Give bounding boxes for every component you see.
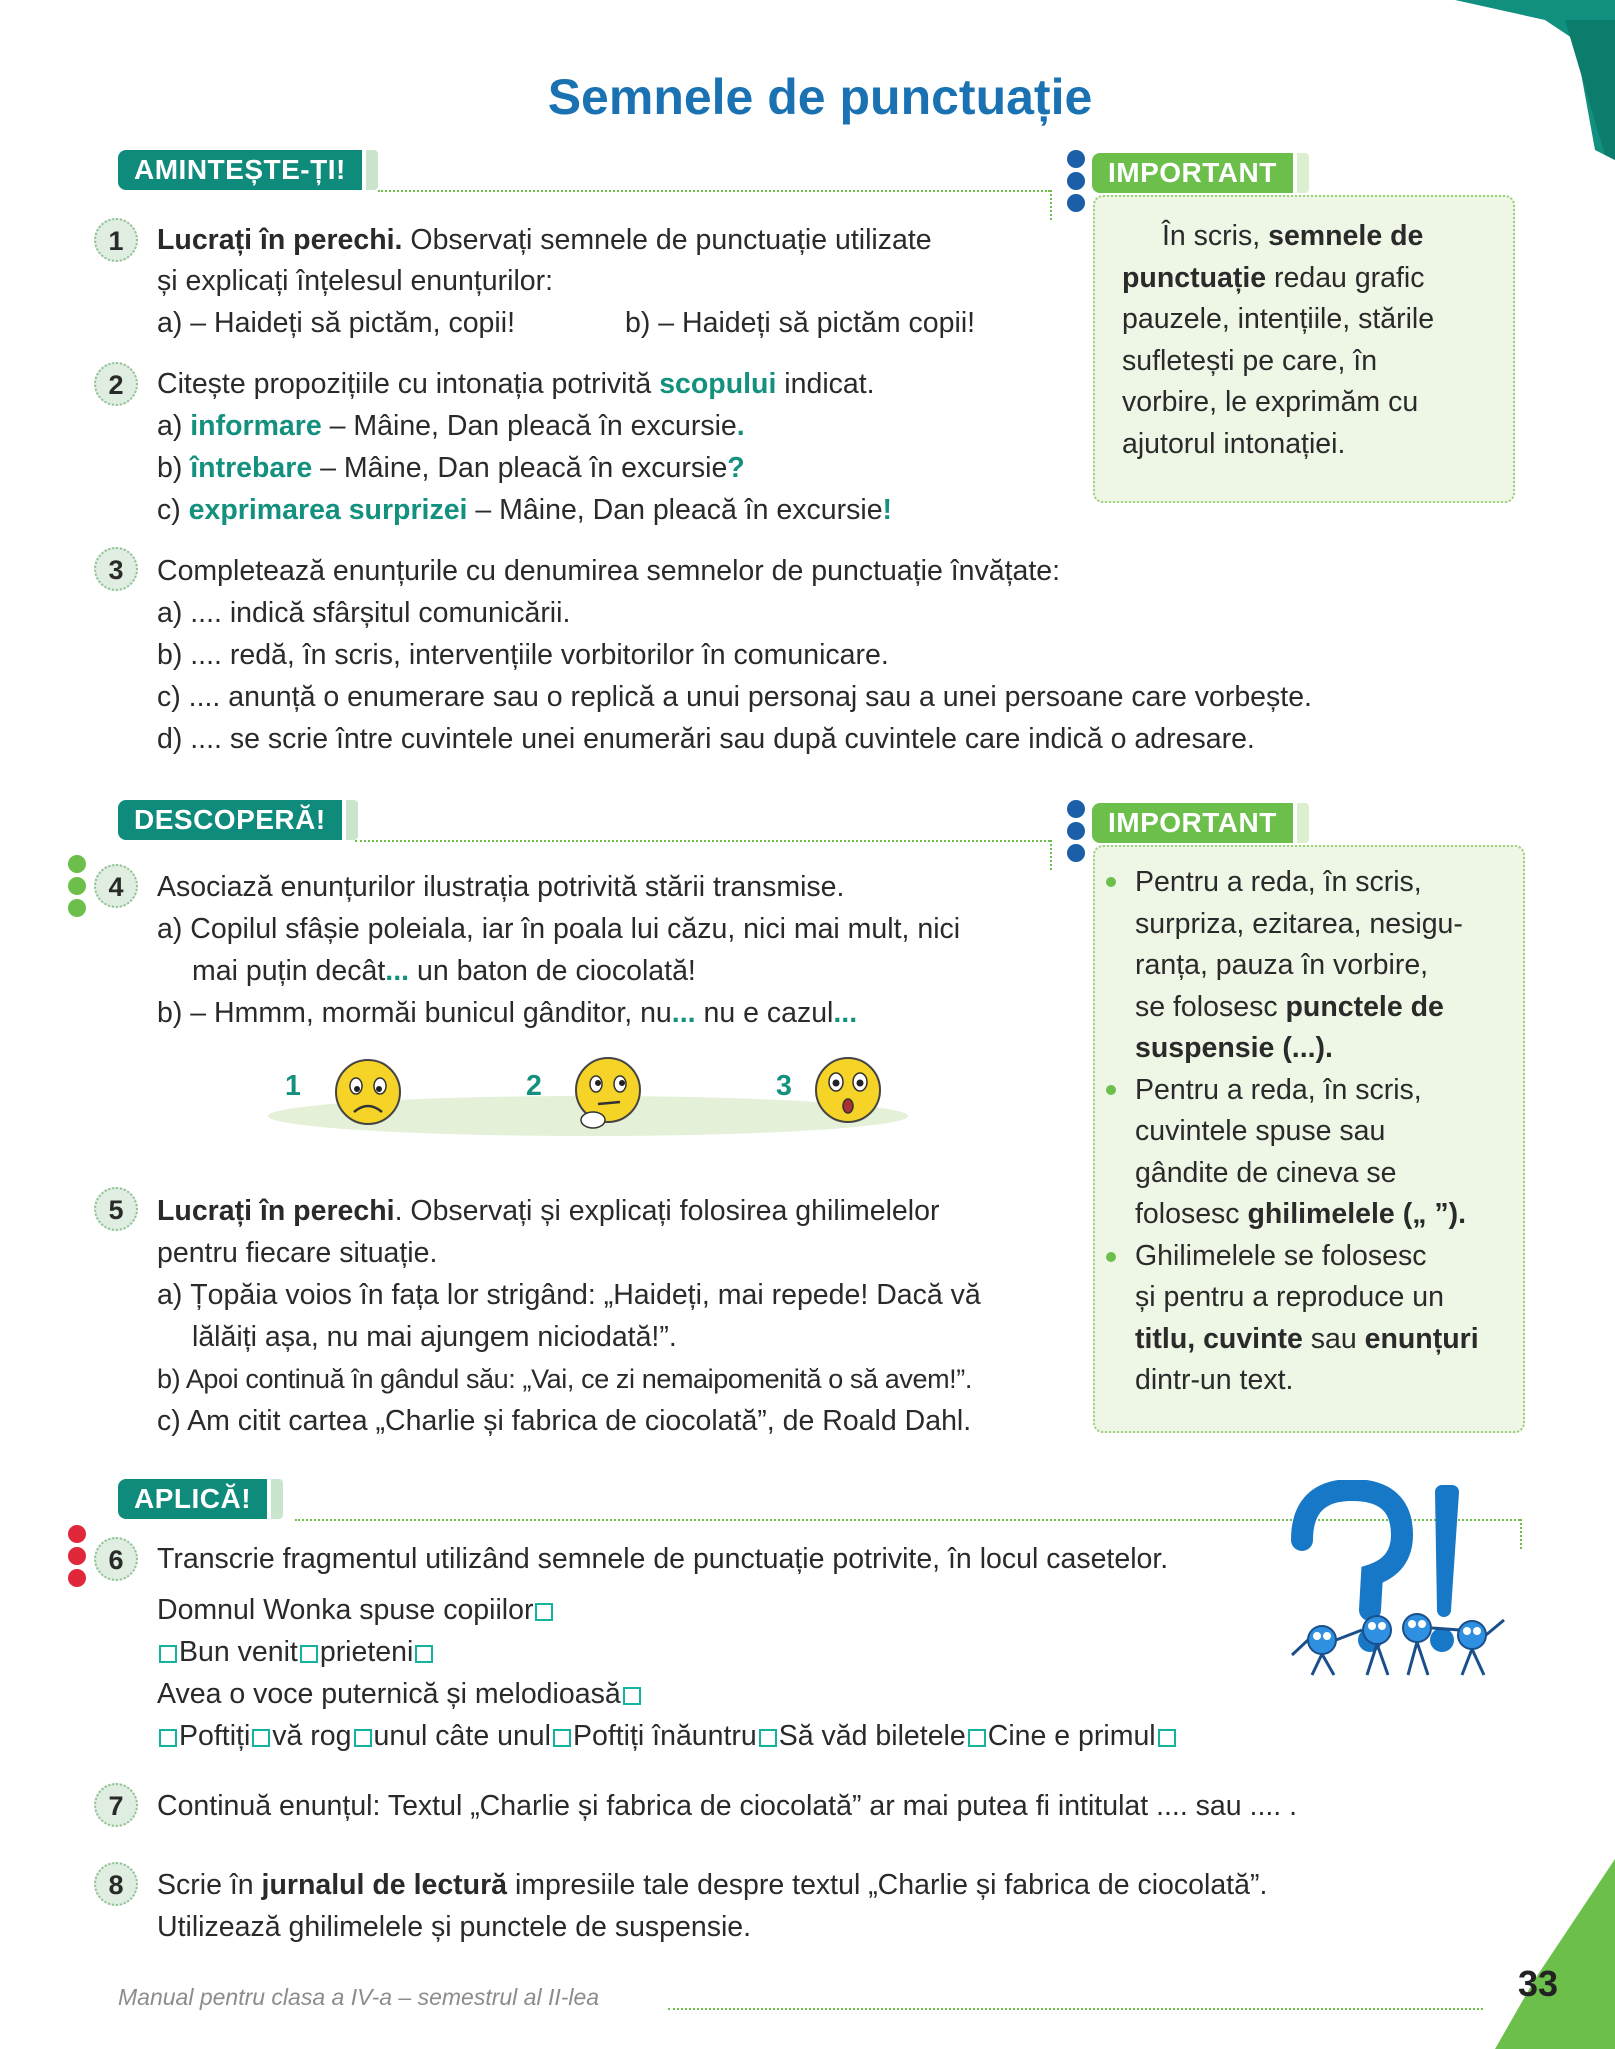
ex3-option-a: a) .... indică sfârșitul comunicării. — [157, 597, 571, 629]
face-label-1: 1 — [285, 1070, 301, 1102]
surprised-face-icon — [816, 1058, 880, 1122]
blue-dots-marker — [1067, 150, 1085, 216]
exercise-number-6: 6 — [94, 1537, 138, 1581]
important-tag-2: IMPORTANT — [1092, 803, 1293, 843]
ex2-option-b: b) întrebare – Mâine, Dan pleacă în excursie? — [157, 452, 745, 484]
page-number: 33 — [1518, 1963, 1559, 2004]
ex5-option-c: c) Am citit cartea „Charlie și fabrica de ciocolată”, de Roald Dahl. — [157, 1405, 972, 1437]
section-divider — [355, 840, 1050, 842]
answer-box[interactable] — [354, 1729, 372, 1747]
ex1-line-1: Lucrați în perechi. Observați semnele de punctuație utilizate — [157, 224, 932, 256]
answer-box[interactable] — [1158, 1729, 1176, 1747]
emotion-faces-illustration — [258, 1050, 908, 1150]
ex8-line-1: Scrie în jurnalul de lectură impresiile tale despre textul „Charlie și fabrica de ciocolată”. — [157, 1869, 1268, 1901]
answer-box[interactable] — [623, 1687, 641, 1705]
bullet — [1106, 1085, 1116, 1095]
answer-box[interactable] — [535, 1603, 553, 1621]
answer-box[interactable] — [759, 1729, 777, 1747]
face-label-3: 3 — [776, 1070, 792, 1102]
answer-box[interactable] — [553, 1729, 571, 1747]
sad-face-icon — [336, 1060, 400, 1124]
answer-box[interactable] — [159, 1645, 177, 1663]
punctuation-mascots-illustration — [1282, 1480, 1522, 1690]
footer-divider — [668, 2008, 1483, 2010]
ex4-line-1: Asociază enunțurilor ilustrația potrivită stării transmise. — [157, 871, 845, 903]
bullet — [1106, 1252, 1116, 1262]
answer-box[interactable] — [415, 1645, 433, 1663]
ex4-option-a-2: mai puțin decât... un baton de ciocolată! — [192, 955, 696, 987]
section-divider-vertical — [1050, 840, 1052, 870]
exercise-number-7: 7 — [94, 1783, 138, 1827]
section-tag-aplica: APLICĂ! — [118, 1479, 267, 1519]
important-text-2: Pentru a reda, în scris, surpriza, ezitarea, nesigu- ranța, pauza în vorbire, se folosesc punctele de suspensie (...). Pentru a reda, în scris, cuvintele spuse sau gândite de cineva se folosesc ghilimelele („ ”). Ghilimelele se folosesc și pentru a reproduce un titlu, cuvinte sau enunțuri dintr-un text. — [1135, 866, 1479, 1396]
ex5-line-2: pentru fiecare situație. — [157, 1237, 438, 1269]
ex8-line-2: Utilizează ghilimelele și punctele de suspensie. — [157, 1911, 752, 1943]
ex1-line-2: și explicați înțelesul enunțurilor: — [157, 265, 554, 297]
corner-decoration-bottom — [1495, 1859, 1615, 2049]
section-tag-aminteste: AMINTEȘTE-ȚI! — [118, 150, 362, 190]
ex1-option-a: a) – Haideți să pictăm, copii! — [157, 307, 515, 339]
ex3-option-c: c) .... anunță o enumerare sau o replică a unui personaj sau a unei persoane care vorbește. — [157, 681, 1312, 713]
answer-box[interactable] — [252, 1729, 270, 1747]
green-dots-marker — [68, 855, 86, 921]
exercise-number-2: 2 — [94, 362, 138, 406]
face-label-2: 2 — [526, 1070, 542, 1102]
ex5-option-b: b) Apoi continuă în gândul său: „Vai, ce zi nemaipomenită o să avem!”. — [157, 1364, 972, 1394]
important-tag-1: IMPORTANT — [1092, 153, 1293, 193]
ex6-line-2: Domnul Wonka spuse copiilor — [157, 1590, 555, 1630]
blue-dots-marker — [1067, 800, 1085, 866]
answer-box[interactable] — [300, 1645, 318, 1663]
footer-text: Manual pentru clasa a IV-a – semestrul al II-lea — [118, 1984, 600, 2010]
page-title: Semnele de punctuație — [547, 69, 1093, 125]
exercise-number-8: 8 — [94, 1862, 138, 1906]
ex3-option-b: b) .... redă, în scris, intervențiile vorbitorilor în comunicare. — [157, 639, 889, 671]
ex2-option-a: a) informare – Mâine, Dan pleacă în excursie. — [157, 410, 745, 442]
ex5-option-a-1: a) Țopăia voios în fața lor strigând: „Haideți, mai repede! Dacă vă — [157, 1279, 981, 1311]
exercise-number-3: 3 — [94, 547, 138, 591]
ex4-option-b: b) – Hmmm, mormăi bunicul gânditor, nu... nu e cazul... — [157, 997, 858, 1029]
section-tag-descopera: DESCOPERĂ! — [118, 800, 342, 840]
ex4-option-a-1: a) Copilul sfâșie poleiala, iar în poala lui căzu, nici mai mult, nici — [157, 913, 961, 945]
important-text-1: În scris, semnele de punctuație redau grafic pauzele, intențiile, stările sufletești pe care, în vorbire, le exprimăm cu ajutorul intonației. — [1122, 220, 1435, 460]
ex5-option-a-2: lălăiți așa, nu mai ajungem niciodată!”. — [192, 1321, 677, 1353]
ex3-option-d: d) .... se scrie între cuvintele unei enumerări sau după cuvintele care indică o adresare. — [157, 723, 1255, 755]
ex7-line-1: Continuă enunțul: Textul „Charlie și fabrica de ciocolată” ar mai putea fi intitulat .... sau .... . — [157, 1790, 1298, 1822]
exercise-number-5: 5 — [94, 1187, 138, 1231]
ex6-line-1: Transcrie fragmentul utilizând semnele de punctuație potrivite, în locul casetelor. — [157, 1543, 1169, 1575]
ex2-option-c: c) exprimarea surprizei – Mâine, Dan pleacă în excursie! — [157, 494, 893, 526]
ex6-line-4: Avea o voce puternică și melodioasă — [157, 1674, 643, 1714]
answer-box[interactable] — [159, 1729, 177, 1747]
section-divider-vertical — [1050, 190, 1052, 220]
section-divider — [378, 190, 1050, 192]
exercise-number-4: 4 — [94, 864, 138, 908]
ex6-line-3: Bun venit prieteni — [157, 1632, 435, 1672]
bullet — [1106, 877, 1116, 887]
ex6-line-5: Poftiți vă rog unul câte unul Poftiți înăuntru Să văd biletele Cine e primul — [157, 1716, 1178, 1756]
red-dots-marker — [68, 1525, 86, 1591]
exercise-number-1: 1 — [94, 218, 138, 262]
ex1-option-b: b) – Haideți să pictăm copii! — [625, 307, 976, 339]
ex3-line-1: Completează enunțurile cu denumirea semnelor de punctuație învățate: — [157, 555, 1061, 587]
answer-box[interactable] — [968, 1729, 986, 1747]
ex5-line-1: Lucrați în perechi. Observați și explicați folosirea ghilimelelor — [157, 1195, 940, 1227]
ex2-line-1: Citește propozițiile cu intonația potrivită scopului indicat. — [157, 368, 875, 400]
